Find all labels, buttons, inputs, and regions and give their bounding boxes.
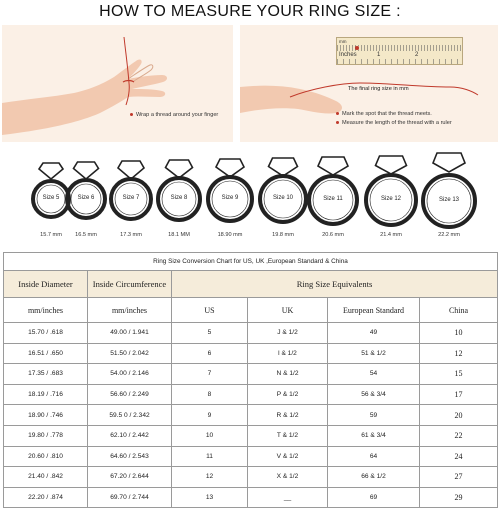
bullet-icon	[336, 121, 339, 124]
ring-size-8: Size 8 18.1 MM	[151, 146, 207, 246]
measure-thread-note: Measure the length of the thread with a ruler	[336, 120, 452, 126]
subheader-china: China	[420, 298, 498, 323]
ruler-mm-scale: mm	[339, 39, 347, 44]
table-row: 19.80 / .778 62.10 / 2.442 10 T & 1/2 61 & 3/4 22	[4, 425, 498, 446]
measure-panel	[240, 25, 498, 142]
instruction-panel-wrap	[2, 25, 233, 142]
table-row: 16.51 / .650 51.50 / 2.042 6 l & 1/2 51 & 1/2 12	[4, 343, 498, 364]
subheader-uk: UK	[248, 298, 328, 323]
ring-size-conversion-table	[3, 252, 498, 508]
ring-size-13: Size 13 22.2 mm	[421, 146, 477, 246]
ruler-inch-ticks	[337, 59, 462, 64]
ring-icon	[421, 146, 477, 232]
ring-size-guide	[0, 146, 500, 246]
subheader-european: European Standard	[328, 298, 420, 323]
table-row: 17.35 / .683 54.00 / 2.146 7 N & 1/2 54 15	[4, 364, 498, 385]
ring-icon	[202, 146, 258, 232]
ruler	[336, 37, 463, 65]
header-ring-size-equivalents: Ring Size Equivalents	[172, 271, 498, 298]
table-row: 21.40 / .842 67.20 / 2.644 12 X & 1/2 66 & 1/2 27	[4, 467, 498, 488]
wrap-thread-note: Wrap a thread around your finger	[130, 112, 218, 118]
bullet-icon	[336, 112, 339, 115]
ring-size-9: Size 9 18.90 mm	[202, 146, 258, 246]
bullet-icon	[130, 113, 133, 116]
ring-icon	[305, 146, 361, 232]
ring-icon	[151, 146, 207, 232]
ruler-inch-scale: Inches 1 2	[339, 52, 419, 58]
table-caption-row	[4, 253, 498, 271]
thread-mark	[355, 46, 359, 50]
mark-spot-note: Mark the spot that the thread meets.	[336, 111, 432, 117]
hand-illustration	[2, 25, 233, 142]
header-inside-diameter: Inside Diameter	[4, 271, 88, 298]
subheader-us: US	[172, 298, 248, 323]
subheader-circumference-unit: mm/inches	[88, 298, 172, 323]
ring-icon	[255, 146, 311, 232]
table-header-row	[4, 271, 498, 298]
ruler-caption: The final ring size in mm	[348, 86, 409, 92]
page-title: HOW TO MEASURE YOUR RING SIZE :	[99, 3, 401, 20]
ring-size-5: Size 5 15.7 mm	[23, 146, 79, 246]
table-row: 18.90 / .746 59.5 0 / 2.342 9 R & 1/2 59 20	[4, 405, 498, 426]
table-row: 20.60 / .810 64.60 / 2.543 11 V & 1/2 64 24	[4, 446, 498, 467]
ring-size-10: Size 10 19.8 mm	[255, 146, 311, 246]
ring-icon	[363, 146, 419, 232]
ring-size-6: Size 6 16.5 mm	[58, 146, 114, 246]
ring-size-11: Size 11 20.6 mm	[305, 146, 361, 246]
header-inside-circumference: Inside Circumference	[88, 271, 172, 298]
table-row: 15.70 / .618 49.00 / 1.941 5 J & 1/2 49 10	[4, 323, 498, 344]
table-row: 22.20 / .874 69.70 / 2.744 13 __ 69 29	[4, 487, 498, 508]
subheader-diameter-unit: mm/inches	[4, 298, 88, 323]
ring-size-12: Size 12 21.4 mm	[363, 146, 419, 246]
table-caption: Ring Size Conversion Chart for US, UK ,European Standard & China	[4, 253, 498, 271]
table-row: 18.19 / .716 56.60 / 2.249 8 P & 1/2 56 & 3/4 17	[4, 384, 498, 405]
table-subheader-row	[4, 298, 498, 323]
ring-size-7: Size 7 17.3 mm	[103, 146, 159, 246]
